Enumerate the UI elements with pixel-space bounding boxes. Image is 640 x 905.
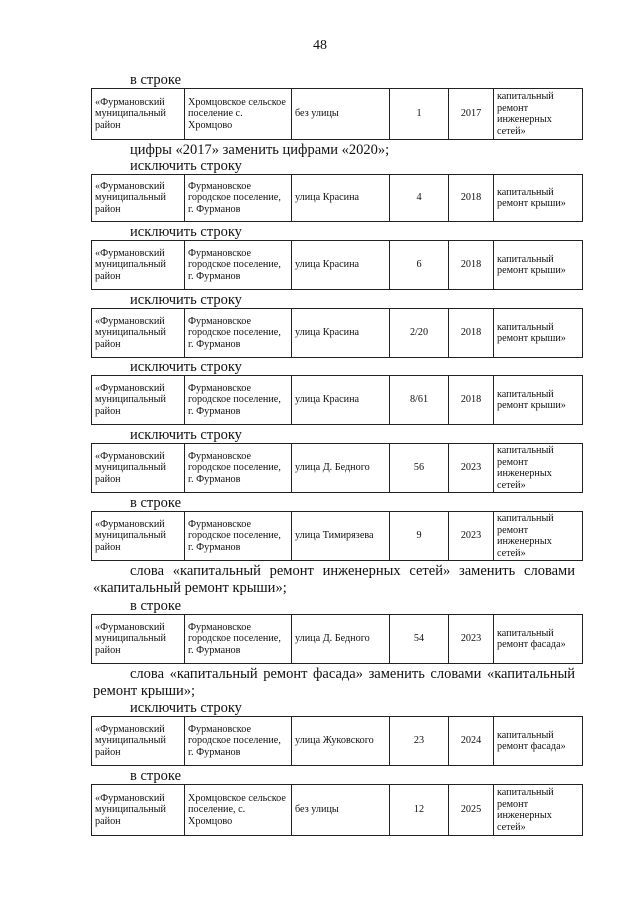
house-cell: 4 xyxy=(390,175,449,222)
street-cell: улица Красина xyxy=(292,376,390,425)
register-row xyxy=(91,511,583,561)
work-cell: капитальный ремонт крыши» xyxy=(494,309,583,358)
register-row xyxy=(91,88,583,140)
house-cell: 23 xyxy=(390,717,449,766)
house-cell: 6 xyxy=(390,241,449,290)
work-cell: капитальный ремонт фасада» xyxy=(494,615,583,664)
district-cell: «Фурмановский муниципальный район xyxy=(92,241,185,290)
year-cell: 2018 xyxy=(449,376,494,425)
street-cell: улица Д. Бедного xyxy=(292,444,390,493)
district-cell: «Фурмановский муниципальный район xyxy=(92,444,185,493)
house-cell: 1 xyxy=(390,89,449,140)
register-row xyxy=(91,716,583,766)
house-cell: 56 xyxy=(390,444,449,493)
instruction-in-row: в строке xyxy=(130,768,182,784)
settlement-cell: Хромцовское сельское поселение, с. Хромцово xyxy=(185,785,292,836)
year-cell: 2025 xyxy=(449,785,494,836)
settlement-cell: Хромцовское сельское поселение с. Хромцово xyxy=(185,89,292,140)
district-cell: «Фурмановский муниципальный район xyxy=(92,785,185,836)
settlement-cell: Фурмановское городское поселение, г. Фурманов xyxy=(185,376,292,425)
district-cell: «Фурмановский муниципальный район xyxy=(92,376,185,425)
settlement-cell: Фурмановское городское поселение, г. Фурманов xyxy=(185,444,292,493)
register-row xyxy=(91,784,583,836)
work-cell: капитальный ремонт инженерных сетей» xyxy=(494,785,583,836)
instruction-replace-words: слова «капитальный ремонт инженерных сетей» заменить словами «капитальный ремонт крыши»; xyxy=(93,563,575,596)
settlement-cell: Фурмановское городское поселение, г. Фурманов xyxy=(185,175,292,222)
district-cell: «Фурмановский муниципальный район xyxy=(92,512,185,561)
district-cell: «Фурмановский муниципальный район xyxy=(92,89,185,140)
instruction-exclude-row: исключить строку xyxy=(130,292,242,308)
street-cell: улица Красина xyxy=(292,175,390,222)
register-row xyxy=(91,240,583,290)
district-cell: «Фурмановский муниципальный район xyxy=(92,615,185,664)
instruction-exclude-row: исключить строку xyxy=(130,359,242,375)
register-row xyxy=(91,443,583,493)
register-row xyxy=(91,174,583,222)
street-cell: без улицы xyxy=(292,89,390,140)
work-cell: капитальный ремонт крыши» xyxy=(494,175,583,222)
work-cell: капитальный ремонт крыши» xyxy=(494,241,583,290)
work-cell: капитальный ремонт крыши» xyxy=(494,376,583,425)
house-cell: 12 xyxy=(390,785,449,836)
settlement-cell: Фурмановское городское поселение, г. Фурманов xyxy=(185,241,292,290)
street-cell: улица Красина xyxy=(292,241,390,290)
register-row xyxy=(91,375,583,425)
district-cell: «Фурмановский муниципальный район xyxy=(92,717,185,766)
instruction-exclude-row: исключить строку xyxy=(130,700,242,716)
year-cell: 2018 xyxy=(449,309,494,358)
work-cell: капитальный ремонт фасада» xyxy=(494,717,583,766)
work-cell: капитальный ремонт инженерных сетей» xyxy=(494,444,583,493)
settlement-cell: Фурмановское городское поселение, г. Фурманов xyxy=(185,512,292,561)
instruction-replace-words: слова «капитальный ремонт фасада» заменить словами «капитальный ремонт крыши»; xyxy=(93,666,575,699)
settlement-cell: Фурмановское городское поселение, г. Фурманов xyxy=(185,309,292,358)
district-cell: «Фурмановский муниципальный район xyxy=(92,175,185,222)
register-row xyxy=(91,614,583,664)
house-cell: 54 xyxy=(390,615,449,664)
page-number: 48 xyxy=(313,38,327,53)
house-cell: 9 xyxy=(390,512,449,561)
register-row xyxy=(91,308,583,358)
instruction-in-row: в строке xyxy=(130,72,182,88)
year-cell: 2024 xyxy=(449,717,494,766)
street-cell: улица Д. Бедного xyxy=(292,615,390,664)
instruction-exclude-row: исключить строку xyxy=(130,158,242,174)
house-cell: 2/20 xyxy=(390,309,449,358)
instruction-exclude-row: исключить строку xyxy=(130,427,242,443)
year-cell: 2023 xyxy=(449,512,494,561)
year-cell: 2023 xyxy=(449,615,494,664)
street-cell: улица Жуковского xyxy=(292,717,390,766)
instruction-exclude-row: исключить строку xyxy=(130,224,242,240)
year-cell: 2018 xyxy=(449,175,494,222)
year-cell: 2017 xyxy=(449,89,494,140)
settlement-cell: Фурмановское городское поселение, г. Фурманов xyxy=(185,717,292,766)
house-cell: 8/61 xyxy=(390,376,449,425)
work-cell: капитальный ремонт инженерных сетей» xyxy=(494,89,583,140)
instruction-replace-digits: цифры «2017» заменить цифрами «2020»; xyxy=(130,142,390,158)
year-cell: 2023 xyxy=(449,444,494,493)
year-cell: 2018 xyxy=(449,241,494,290)
settlement-cell: Фурмановское городское поселение, г. Фурманов xyxy=(185,615,292,664)
street-cell: без улицы xyxy=(292,785,390,836)
street-cell: улица Красина xyxy=(292,309,390,358)
work-cell: капитальный ремонт инженерных сетей» xyxy=(494,512,583,561)
district-cell: «Фурмановский муниципальный район xyxy=(92,309,185,358)
instruction-in-row: в строке xyxy=(130,598,182,614)
instruction-in-row: в строке xyxy=(130,495,182,511)
street-cell: улица Тимирязева xyxy=(292,512,390,561)
